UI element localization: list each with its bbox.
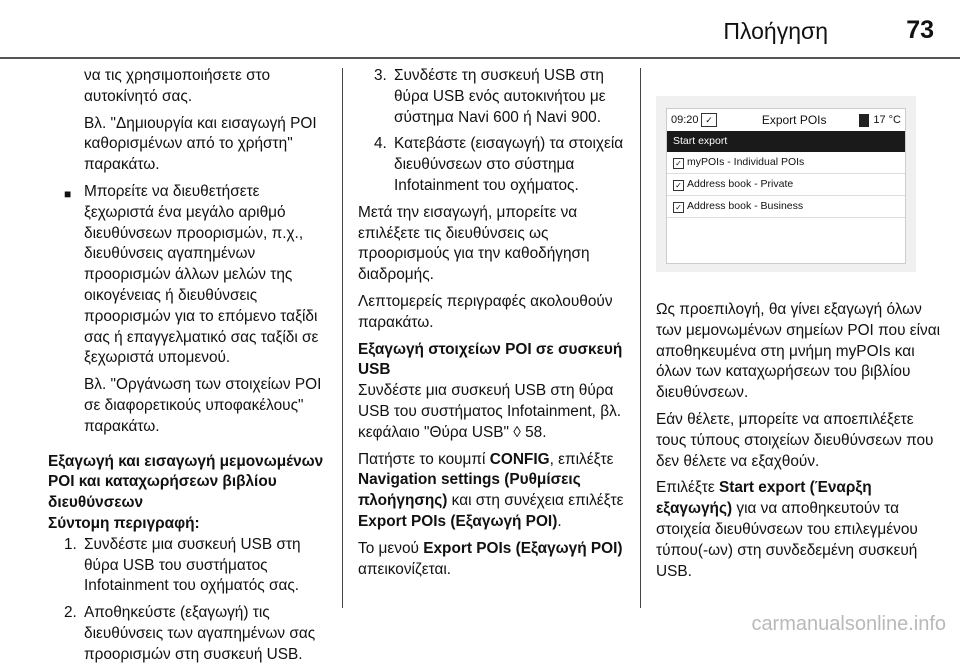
screen-menu-start-export[interactable]: Start export (667, 131, 905, 152)
column-divider (342, 68, 343, 608)
text-run: για να αποθηκευτούν τα στοιχεία διευθύνσεων του επιλεγμένου τύπου(-ων) στη συνδεδεμένη συσκευή USB. (656, 500, 918, 580)
list-number: 2. (64, 604, 77, 622)
infotainment-screenshot (656, 96, 916, 272)
bullet-square-icon: ■ (64, 186, 72, 201)
paragraph: Μετά την εισαγωγή, μπορείτε να επιλέξετε τις διευθύνσεις ως προορισμούς για την καθοδήγηση διαδρομής. (358, 203, 590, 284)
screen-menu-item[interactable] (667, 174, 905, 196)
bullet-item (48, 182, 330, 369)
menu-label: Navigation settings (Ρυθμίσεις πλοήγησης) (358, 471, 581, 510)
text-run: , επιλέξτε (549, 450, 614, 468)
screen-menu-item[interactable] (667, 152, 905, 174)
screen-menu-label: myPOIs - Individual POIs (687, 156, 805, 168)
page-title: Πλοήγηση (723, 18, 828, 44)
menu-label: Export POIs (Εξαγωγή POI) (423, 539, 623, 557)
paragraph: Συνδέστε μια συσκευή USB στη θύρα USB του συστήματος Infotainment, βλ. κεφάλαιο "Θύρα USB" ◊ 58. (358, 382, 622, 441)
column-right (656, 66, 944, 588)
header-divider (0, 57, 960, 59)
list-text: Κατεβάστε (εισαγωγή) τα στοιχεία διευθύνσεων στο σύστημα Infotainment του οχήματος. (394, 135, 624, 194)
section-heading: Εξαγωγή και εισαγωγή μεμονωμένων POI και καταχωρήσεων βιβλίου διευθύνσεων (48, 452, 324, 512)
text-run: Επιλέξτε (656, 479, 719, 497)
screen-title: Export POIs (761, 112, 827, 127)
screen-temperature: 17 °C (873, 113, 901, 126)
checkbox-checked-icon: ✓ (673, 158, 684, 169)
config-button-label: CONFIG (489, 450, 550, 468)
paragraph: Εάν θέλετε, μπορείτε να αποεπιλέξετε τους τύπους στοιχείων διευθύνσεων που δεν θέλετε να εξαχθούν. (656, 410, 934, 470)
list-item (48, 603, 330, 665)
paragraph (358, 539, 642, 581)
checkbox-checked-icon: ✓ (673, 202, 684, 213)
list-number: 3. (374, 67, 387, 84)
menu-label: Export POIs (Εξαγωγή POI) (358, 512, 558, 530)
list-text: Συνδέστε τη συσκευή USB στη θύρα USB ενός αυτοκινήτου με σύστημα Navi 600 ή Navi 900. (394, 67, 606, 126)
list-text: Αποθηκεύστε (εξαγωγή) τις διευθύνσεις των αγαπημένων σας προορισμών στη συσκευή USB. (84, 604, 316, 663)
status-check-icon: ✓ (701, 113, 717, 127)
screen-menu-label: Address book - Business (687, 200, 804, 212)
list-item (358, 134, 642, 196)
checkbox-checked-icon: ✓ (673, 180, 684, 191)
paragraph (656, 478, 944, 582)
text-run: απεικονίζεται. (358, 560, 452, 578)
list-number: 4. (374, 135, 387, 153)
menu-label: Start export (Έναρξη εξαγωγής) (656, 479, 872, 518)
screen-status-bar (667, 109, 905, 131)
section-subheading: Σύντομη περιγραφή: (48, 514, 200, 532)
text-run: Το μενού (358, 539, 424, 557)
screen-menu-label: Address book - Private (687, 178, 794, 190)
watermark: carmanualsonline.info (751, 613, 946, 635)
paragraph: να τις χρησιμοποιήσετε στο αυτοκίνητό σας. (84, 67, 271, 105)
screen-clock: 09:20 (671, 113, 699, 126)
screen-menu-item[interactable] (667, 196, 905, 218)
text-run: και στη συνέχεια επιλέξτε (447, 492, 624, 510)
page-number: 73 (906, 16, 934, 44)
text-run: . (557, 512, 562, 530)
screen-display (666, 108, 906, 264)
list-number: 1. (64, 535, 77, 553)
column-left (48, 66, 330, 672)
paragraph (358, 450, 642, 533)
list-item (48, 535, 330, 597)
paragraph: Βλ. "Οργάνωση των στοιχείων POI σε διαφορετικούς υποφακέλους" παρακάτω. (84, 376, 322, 435)
column-middle (358, 66, 642, 586)
temperature-icon (859, 114, 869, 127)
list-item (358, 66, 642, 128)
paragraph: Ως προεπιλογή, θα γίνει εξαγωγή όλων των μεμονωμένων σημείων POI που είναι αποθηκευμένα στη μνήμη myPOIs και όλων των καταχωρήσεων του βιβλίου διευθύνσεων. (656, 301, 941, 402)
paragraph: Βλ. "Δημιουργία και εισαγωγή POI καθορισμένων από το χρήστη" παρακάτω. (84, 114, 317, 174)
bullet-text: Μπορείτε να διευθετήσετε ξεχωριστά ένα μεγάλο αριθμό διευθύνσεων προορισμών, π.χ., διευθύνσεις αγαπημένων προορισμών άλλων μελών της οικογένειας ή διευθύνσεις προορισμών για το επόμενο ταξίδι σας ή επαγγελματικό σας ταξίδι σε ξεχωριστά υπομενού. (84, 182, 319, 367)
paragraph: Λεπτομερείς περιγραφές ακολουθούν παρακάτω. (358, 292, 613, 331)
list-text: Συνδέστε μια συσκευή USB στη θύρα USB του συστήματος Infotainment του οχήματός σας. (84, 535, 301, 595)
text-run: Πατήστε το κουμπί (358, 450, 490, 468)
section-heading: Εξαγωγή στοιχείων POI σε συσκευή USB (358, 340, 623, 379)
